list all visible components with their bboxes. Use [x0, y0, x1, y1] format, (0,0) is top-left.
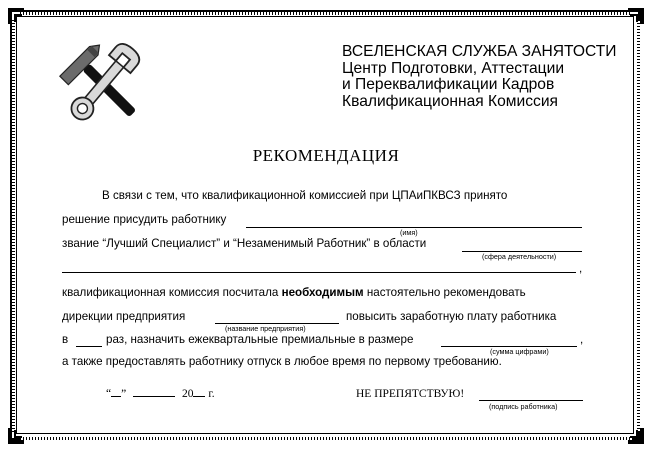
date-year-prefix: 20 [181, 388, 194, 400]
employee-name-hint: (имя) [400, 228, 418, 237]
field-of-activity-hint: (сфера деятельности) [482, 252, 557, 261]
date-year-field[interactable] [193, 396, 205, 397]
wrench-and-hammer-icon [58, 40, 148, 128]
paragraph-1-line-2: решение присудить работнику [62, 213, 227, 226]
paragraph-2-line-1 [62, 286, 526, 299]
company-name-hint: (название предприятия) [225, 324, 306, 333]
corner-ornament-bottom-left-icon [6, 426, 26, 446]
line-comma: , [579, 262, 583, 275]
paragraph-2-line-2-a: дирекции предприятия [62, 310, 186, 323]
paragraph-2-text-b: настоятельно рекомендовать [366, 286, 526, 299]
paragraph-1-line-1: В связи с тем, что квалификационной комиссией при ЦПАиПКВСЗ принято [102, 189, 508, 202]
organization-center-line-2: и Переквалификации Кадров [342, 76, 555, 93]
corner-ornament-top-right-icon [626, 6, 646, 26]
bonus-amount-hint: (сумма цифрами) [490, 347, 549, 356]
organization-name: ВСЕЛЕНСКАЯ СЛУЖБА ЗАНЯТОСТИ [342, 43, 617, 60]
line-comma-2: , [580, 333, 584, 346]
organization-header [342, 44, 616, 110]
document-title: РЕКОМЕНДАЦИЯ [252, 146, 400, 165]
paragraph-1-line-3: звание “Лучший Специалист” и “Незаменимый Работник” в области [62, 237, 427, 250]
frame-band-bottom [20, 437, 632, 440]
paragraph-2-line-3-b: раз, назначить ежеквартальные премиальные в размере [106, 333, 414, 346]
frame-band-right [637, 20, 640, 432]
date-year-suffix: г. [208, 388, 215, 400]
paragraph-2-line-3-a: в [62, 333, 69, 346]
date-day-field[interactable] [111, 396, 121, 397]
salary-multiplier-field[interactable] [76, 346, 102, 347]
field-of-activity-continuation-field[interactable] [62, 272, 576, 273]
date-quote-open: “ [106, 388, 112, 400]
signature-hint: (подпись работника) [489, 402, 558, 411]
no-objection-label: НЕ ПРЕПЯТСТВУЮ! [356, 388, 465, 400]
date-month-field[interactable] [133, 396, 175, 397]
paragraph-2-line-2-b: повысить заработную плату работника [346, 310, 557, 323]
date-line [106, 388, 215, 400]
organization-commission: Квалификационная Комиссия [342, 92, 558, 110]
paragraph-2-text-a: квалификационная комиссия посчитала [62, 286, 279, 299]
date-quote-close: ” [121, 388, 127, 400]
signature-field[interactable] [479, 400, 583, 401]
organization-center-line: Центр Подготовки, Аттестации [342, 59, 565, 77]
frame-band-top [20, 12, 632, 15]
corner-ornament-top-left-icon [6, 6, 26, 26]
paragraph-2-bold-word: необходимым [281, 286, 364, 299]
frame-band-left [12, 20, 15, 432]
paragraph-2-line-4: а также предоставлять работнику отпуск в любое время по первому требованию. [62, 355, 502, 368]
corner-ornament-bottom-right-icon [626, 426, 646, 446]
